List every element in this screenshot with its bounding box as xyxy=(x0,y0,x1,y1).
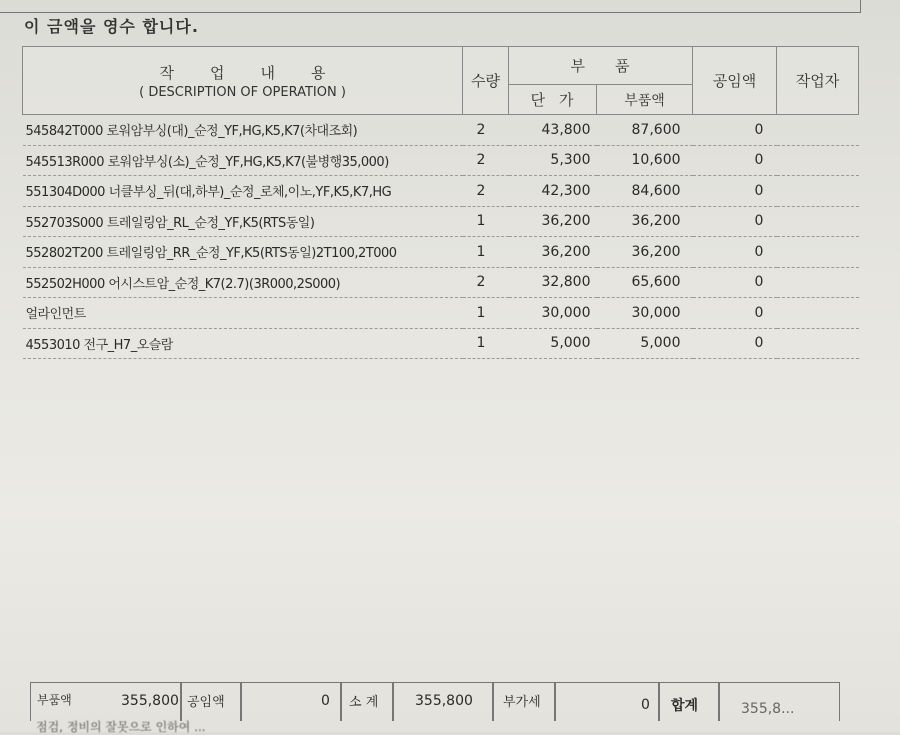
row-unit-price: 30,000 xyxy=(509,298,597,329)
row-description: 552802T200 트레일링암_RR_순정_YF,K5(RTS동일)2T100,2T000 xyxy=(23,237,463,268)
vat-value: 0 xyxy=(641,697,650,713)
table-row xyxy=(23,298,859,329)
row-labor: 0 xyxy=(693,237,859,268)
quantity-header: 수량 xyxy=(463,47,509,115)
subtotal-box xyxy=(392,682,494,721)
subtotal-label-box xyxy=(340,682,394,721)
row-unit-price: 5,300 xyxy=(509,145,597,176)
total-label: 합계 xyxy=(671,698,699,714)
row-parts-amount: 30,000 xyxy=(597,298,693,329)
row-labor: 0 xyxy=(693,115,859,146)
row-parts-amount: 87,600 xyxy=(597,115,693,146)
row-quantity: 2 xyxy=(463,267,509,298)
invoice-sheet xyxy=(22,46,858,359)
row-parts-amount: 10,600 xyxy=(597,145,693,176)
row-parts-amount: 5,000 xyxy=(597,328,693,359)
row-description: 545513R000 로워암부싱(소)_순정_YF,HG,K5,K7(불병행35,000) xyxy=(23,145,463,176)
top-strip xyxy=(0,0,861,13)
operations-table xyxy=(22,46,859,359)
total-value: 355,8... xyxy=(741,701,795,717)
unit-price-header: 단가 xyxy=(509,85,597,115)
vat-box xyxy=(554,682,660,721)
receipt-note: 이 금액을 영수 합니다. xyxy=(24,17,199,36)
subtotal-value: 355,800 xyxy=(415,693,473,709)
row-unit-price: 5,000 xyxy=(509,328,597,359)
table-row xyxy=(23,176,859,207)
row-quantity: 1 xyxy=(463,328,509,359)
parts-total-label: 부품액 xyxy=(37,693,72,707)
table-row xyxy=(23,115,859,146)
row-parts-amount: 36,200 xyxy=(597,206,693,237)
row-description: 545842T000 로워암부싱(대)_순정_YF,HG,K5,K7(차대조회) xyxy=(23,115,463,146)
row-labor: 0 xyxy=(693,298,859,329)
row-unit-price: 36,200 xyxy=(509,237,597,268)
row-labor: 0 xyxy=(693,206,859,237)
description-header: 작업내용 ( DESCRIPTION OF OPERATION ) xyxy=(23,47,463,115)
labor-total-label: 공임액 xyxy=(187,695,225,710)
labor-total-value: 0 xyxy=(321,693,330,709)
row-quantity: 1 xyxy=(463,298,509,329)
row-quantity: 2 xyxy=(463,145,509,176)
parts-total-box xyxy=(30,682,182,721)
row-quantity: 1 xyxy=(463,206,509,237)
row-unit-price: 36,200 xyxy=(509,206,597,237)
table-row xyxy=(23,145,859,176)
totals-footer xyxy=(30,682,842,722)
row-description: 552703S000 트레일링암_RL_순정_YF,K5(RTS동일) xyxy=(23,206,463,237)
row-description: 얼라인먼트 xyxy=(23,298,463,329)
row-parts-amount: 65,600 xyxy=(597,267,693,298)
vat-label-box xyxy=(492,682,556,721)
table-row xyxy=(23,206,859,237)
table-row xyxy=(23,267,859,298)
row-labor: 0 xyxy=(693,328,859,359)
row-unit-price: 43,800 xyxy=(509,115,597,146)
row-labor: 0 xyxy=(693,267,859,298)
table-row xyxy=(23,237,859,268)
row-description: 551304D000 너클부싱_뒤(대,하부)_순정_로체,이노,YF,K5,K7,HG xyxy=(23,176,463,207)
bottom-note: 점검, 정비의 잘못으로 인하여 ... xyxy=(36,720,206,734)
row-quantity: 2 xyxy=(463,115,509,146)
row-quantity: 2 xyxy=(463,176,509,207)
parts-total-value: 355,800 xyxy=(121,693,179,709)
labor-total-box xyxy=(240,682,342,721)
row-parts-amount: 36,200 xyxy=(597,237,693,268)
labor-header: 공임액 xyxy=(693,47,777,115)
vat-label: 부가세 xyxy=(503,695,541,710)
table-row xyxy=(23,328,859,359)
labor-total-label-box xyxy=(180,682,242,721)
total-box xyxy=(718,682,840,721)
parts-amount-header: 부품액 xyxy=(597,85,693,115)
row-unit-price: 32,800 xyxy=(509,267,597,298)
subtotal-label: 소 계 xyxy=(349,695,379,710)
worker-header: 작업자 xyxy=(777,47,859,115)
row-parts-amount: 84,600 xyxy=(597,176,693,207)
row-labor: 0 xyxy=(693,145,859,176)
row-quantity: 1 xyxy=(463,237,509,268)
row-description: 552502H000 어시스트암_순정_K7(2.7)(3R000,2S000) xyxy=(23,267,463,298)
total-label-box xyxy=(658,682,720,721)
row-description: 4553010 전구_H7_오슬람 xyxy=(23,328,463,359)
parts-header: 부품 xyxy=(509,47,693,85)
row-labor: 0 xyxy=(693,176,859,207)
row-unit-price: 42,300 xyxy=(509,176,597,207)
